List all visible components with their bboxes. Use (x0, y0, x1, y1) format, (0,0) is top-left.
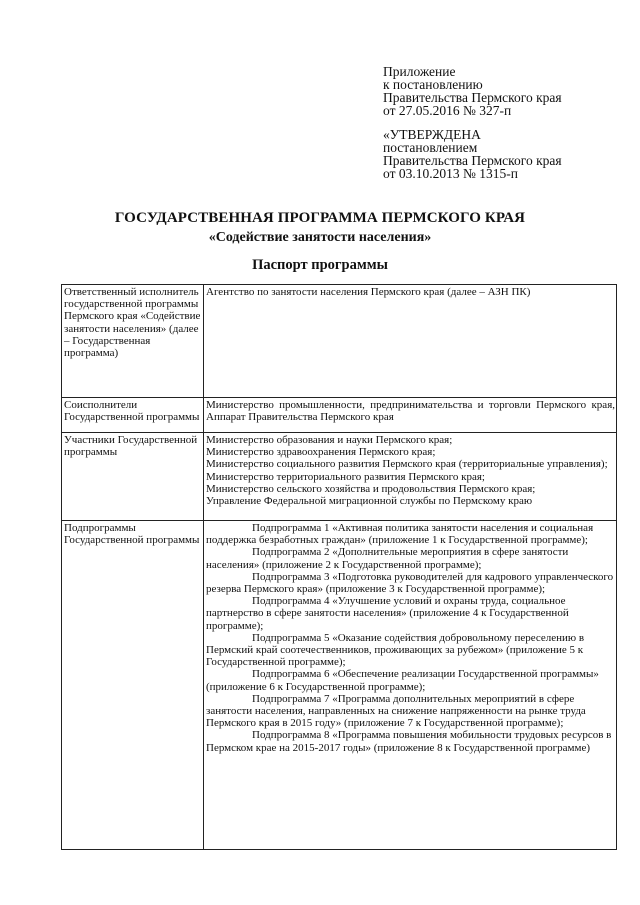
table-row (62, 433, 617, 521)
appendix-line: Приложение (383, 64, 456, 79)
row-value: Министерство промышленности, предпринимательства и торговли Пермского края, Аппарат Правительства Пермского края (204, 398, 617, 433)
subprogram-item: Подпрограмма 7 «Программа дополнительных мероприятий в сфере занятости населения, направленных на снижение напряженности на рынке труда Пермского края в 2015 году» (приложение 7 к Государственной программе); (206, 692, 586, 730)
participant-item: Министерство здравоохранения Пермского края; (206, 446, 436, 459)
row-label: Подпрограммы Государственной программы (62, 521, 204, 850)
document-subtitle: «Содействие занятости населения» (208, 230, 432, 245)
participant-item: Министерство территориального развития Пермского края; (206, 470, 485, 483)
approval-line: Правительства Пермского края (383, 153, 562, 168)
approval-line: «УТВЕРЖДЕНА (383, 127, 481, 142)
subprogram-item: Подпрограмма 3 «Подготовка руководителей для кадрового управленческого резерва Пермского края» (приложение 3 к Государственной программе); (206, 570, 614, 596)
subprogram-item: Подпрограмма 1 «Активная политика занятости населения и социальная поддержка безработных граждан» (приложение 1 к Государственной программе); (206, 522, 594, 547)
passport-heading: Паспорт программы (252, 257, 388, 273)
subprogram-item: Подпрограмма 4 «Улучшение условий и охраны труда, социальное партнерство в сфере занятости населения» (приложение 4 к Государственной программе); (206, 595, 569, 632)
subprogram-item: Подпрограмма 5 «Оказание содействия добровольному переселению в Пермский край соотечественников, проживающих за рубежом» (приложение 5 к Государственной программе); (206, 631, 585, 669)
row-value-list (204, 433, 617, 521)
row-value: Агентство по занятости населения Пермского края (далее – АЗН ПК) (204, 285, 617, 398)
subprograms-list (204, 521, 617, 850)
table-row (62, 285, 617, 398)
appendix-line: Правительства Пермского края (383, 90, 562, 105)
document-title: ГОСУДАРСТВЕННАЯ ПРОГРАММА ПЕРМСКОГО КРАЯ (114, 210, 526, 226)
approval-line: постановлением (383, 140, 478, 155)
appendix-line: от 27.05.2016 № 327-п (383, 103, 512, 118)
subprogram-item: Подпрограмма 6 «Обеспечение реализации Государственной программы» (приложение 6 к Государственной программе); (206, 668, 599, 693)
table-row (62, 521, 617, 850)
appendix-line: к постановлению (383, 77, 483, 92)
row-label: Участники Государственной программы (62, 433, 204, 521)
participant-item: Министерство социального развития Пермского края (территориальные управления); (206, 458, 608, 471)
passport-table (61, 284, 617, 850)
approval-note (383, 128, 633, 180)
appendix-note (383, 65, 633, 117)
subprogram-item: Подпрограмма 2 «Дополнительные мероприятия в сфере занятости населения» (приложение 2 к Государственной программе); (206, 546, 569, 571)
row-label: Соисполнители Государственной программы (62, 398, 204, 433)
participant-item: Министерство образования и науки Пермского края; (206, 434, 453, 446)
subprogram-item: Подпрограмма 8 «Программа повышения мобильности трудовых ресурсов в Пермском крае на 2015-2017 годы» (приложение 8 к Государственной программе) (206, 729, 612, 754)
participant-item: Министерство сельского хозяйства и продовольствия Пермского края; (206, 482, 536, 495)
table-row (62, 398, 617, 433)
participant-item: Управление Федеральной миграционной службы по Пермскому краю (206, 495, 533, 508)
approval-line: от 03.10.2013 № 1315-п (383, 166, 518, 181)
row-label: Ответственный исполнитель государственной программы Пермского края «Содействие занятости населения» (далее – Государственная программа) (62, 285, 204, 398)
